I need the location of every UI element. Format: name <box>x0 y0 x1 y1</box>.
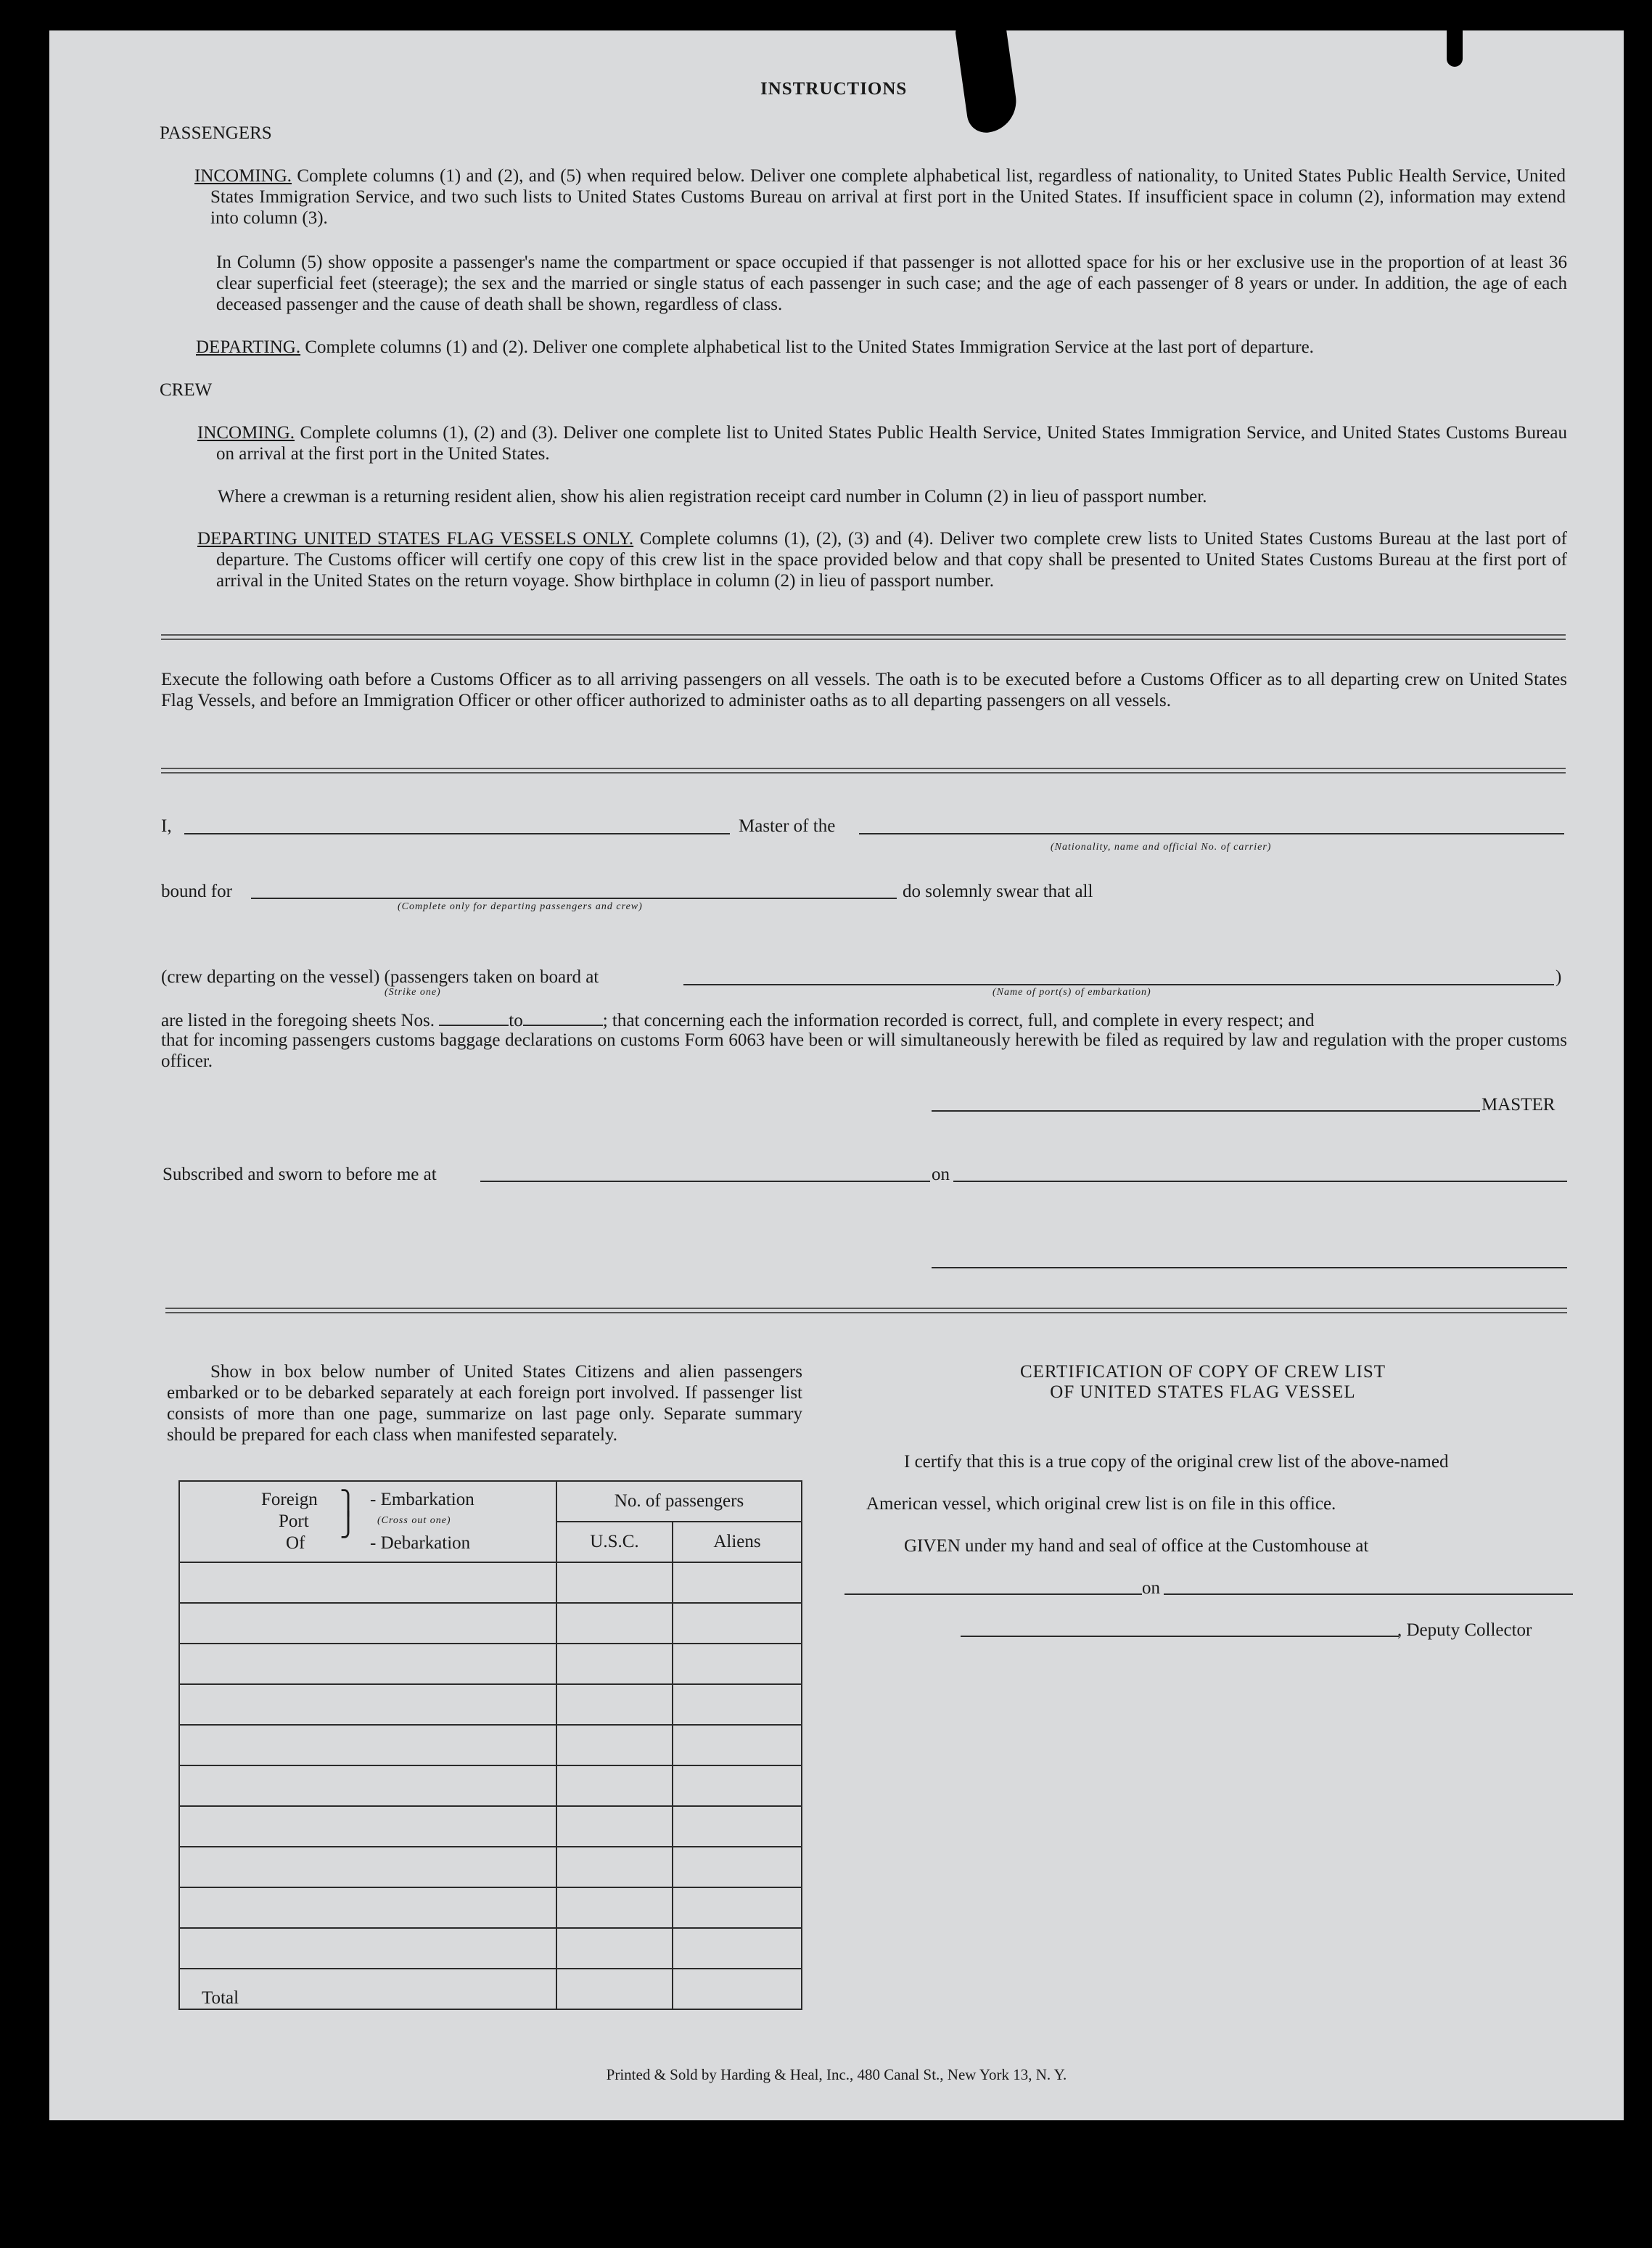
usc-cell[interactable] <box>556 1562 673 1603</box>
certification-title-1: CERTIFICATION OF COPY OF CREW LIST <box>1019 1362 1386 1382</box>
divider-1 <box>161 634 1566 640</box>
summary-instructions: Show in box below number of United States Citizens and alien passengers embarked or to be debarked separately at each foreign port involved. If passenger list consists of more than one page, summarize on last page only. Separate summary should be prepared for each class when manifested separately. <box>167 1362 802 1445</box>
sworn-place-field[interactable] <box>480 1181 930 1182</box>
carrier-field[interactable] <box>859 833 1564 834</box>
aliens-cell[interactable] <box>673 1562 802 1603</box>
master-signature-label: MASTER <box>1482 1095 1556 1115</box>
crew-departing-label: DEPARTING UNITED STATES FLAG VESSELS ONLY. <box>197 529 634 549</box>
brace-icon: ⎫ ⎭ <box>340 1490 357 1538</box>
usc-cell[interactable] <box>556 1928 673 1969</box>
aliens-cell[interactable] <box>673 1806 802 1847</box>
customhouse-field[interactable] <box>845 1593 1142 1595</box>
table-row <box>179 1887 802 1928</box>
aliens-cell[interactable] <box>673 1644 802 1684</box>
subscribed-label: Subscribed and sworn to before me at <box>163 1165 437 1184</box>
port-cell[interactable] <box>179 1684 556 1725</box>
table-row <box>179 1725 802 1765</box>
port-cell[interactable] <box>179 1887 556 1928</box>
name-of-ports-caption: (Name of port(s) of embarkation) <box>993 987 1151 998</box>
crew-incoming-label: INCOMING. <box>197 423 295 443</box>
passengers-incoming-text: Complete columns (1) and (2), and (5) when required below. Deliver one complete alphabetical list, regardless of nationality, to United States Public Health Service, United States Immigration Service, and two such lists to United States Customs Bureau on arrival at first port in the United States. If insufficient space in column (2), information may extend into column (3). <box>210 166 1566 228</box>
table-row <box>179 1644 802 1684</box>
embarkation-label: - Embarkation <box>370 1490 474 1509</box>
crew-departing-text: Complete columns (1), (2), (3) and (4). Deliver two complete crew lists to United States Customs Bureau at the last port of departure. The Customs officer will certify one copy of this crew list in the space provided below and that copy shall be presented to United States Customs Bureau at the first port of arrival in the United States on the return voyage. Show birthplace in column (2) in lieu of passport number. <box>216 529 1568 591</box>
no-passengers-header: No. of passengers <box>556 1481 802 1522</box>
bound-for-field[interactable] <box>251 898 897 899</box>
sworn-on-label: on <box>932 1165 950 1184</box>
page-title: INSTRUCTIONS <box>760 79 908 99</box>
usc-cell[interactable] <box>556 1887 673 1928</box>
passengers-incoming-paragraph <box>194 165 1566 229</box>
certification-line-3: GIVEN under my hand and seal of office at the Customhouse at <box>904 1536 1369 1556</box>
table-row <box>179 1806 802 1847</box>
complete-only-caption: (Complete only for departing passengers and crew) <box>398 901 643 912</box>
total-label: Total <box>179 1969 556 2009</box>
usc-cell[interactable] <box>556 1603 673 1644</box>
deputy-collector-label: , Deputy Collector <box>1397 1620 1532 1640</box>
aliens-cell[interactable] <box>673 1603 802 1644</box>
port-cell[interactable] <box>179 1725 556 1765</box>
aliens-cell[interactable] <box>673 1847 802 1887</box>
bound-for-label: bound for <box>161 882 232 901</box>
crew-incoming-paragraph <box>197 422 1567 464</box>
aliens-cell[interactable] <box>673 1765 802 1806</box>
certification-date-field[interactable] <box>1164 1593 1573 1595</box>
certification-line-2: American vessel, which original crew list is on file in this office. <box>866 1494 1336 1514</box>
crew-departing-paragraph <box>197 528 1567 591</box>
aliens-header: Aliens <box>673 1522 802 1562</box>
do-solemnly-label: do solemnly swear that all <box>903 882 1093 901</box>
usc-cell[interactable] <box>556 1806 673 1847</box>
listed-prefix: are listed in the foregoing sheets Nos. <box>161 1011 435 1030</box>
page-tear <box>955 30 1020 135</box>
crew-departing-label: (crew departing on the vessel) (passengers taken on board at <box>161 967 599 987</box>
port-cell[interactable] <box>179 1847 556 1887</box>
usc-cell[interactable] <box>556 1644 673 1684</box>
port-cell[interactable] <box>179 1562 556 1603</box>
port-header-cell <box>179 1481 556 1562</box>
usc-cell[interactable] <box>556 1725 673 1765</box>
printer-footer: Printed & Sold by Harding & Heal, Inc., 480 Canal St., New York 13, N. Y. <box>606 2066 1067 2083</box>
col-port: Port <box>279 1511 309 1531</box>
port-cell[interactable] <box>179 1765 556 1806</box>
port-cell[interactable] <box>179 1603 556 1644</box>
sheets-listed-line <box>161 1009 1567 1031</box>
sheet-to-field[interactable] <box>523 1009 603 1026</box>
sworn-date-field[interactable] <box>953 1181 1567 1182</box>
column5-paragraph: In Column (5) show opposite a passenger's name the compartment or space occupied if that passenger is not allotted space for his or her exclusive use in the proportion of at least 36 clear superficial feet (steerage); the sex and the married or single status of each passenger in such case; and the age of each passenger of 8 years or under. In addition, the age of each deceased passenger and the cause of death shall be shown, regardless of class. <box>216 253 1567 314</box>
form-page <box>49 30 1624 2120</box>
passengers-incoming-label: INCOMING. <box>194 166 292 186</box>
listed-rest: ; that concerning each the information recorded is correct, full, and complete in every respect; and <box>602 1011 1315 1030</box>
debarkation-label: - Debarkation <box>370 1533 471 1553</box>
passengers-heading: PASSENGERS <box>160 123 272 143</box>
crew-incoming-text: Complete columns (1), (2) and (3). Deliver one complete list to United States Public Health Service, United States Immigration Service, and United States Customs Bureau on arrival at the first port in the United States. <box>216 423 1567 464</box>
master-signature-field[interactable] <box>932 1110 1480 1112</box>
port-cell[interactable] <box>179 1928 556 1969</box>
usc-header: U.S.C. <box>556 1522 673 1562</box>
divider-2 <box>161 768 1566 774</box>
table-row <box>179 1684 802 1725</box>
certification-title-2: OF UNITED STATES FLAG VESSEL <box>1050 1382 1356 1402</box>
to-word: to <box>509 1011 523 1030</box>
crew-heading: CREW <box>160 380 213 400</box>
usc-cell[interactable] <box>556 1847 673 1887</box>
page-tear-small <box>1447 30 1463 67</box>
table-row <box>179 1562 802 1603</box>
col-of: Of <box>286 1533 305 1553</box>
embarkation-ports-field[interactable] <box>683 984 1554 985</box>
passengers-departing-paragraph <box>196 337 1567 358</box>
deputy-signature-field[interactable] <box>961 1636 1399 1637</box>
aliens-cell[interactable] <box>673 1928 802 1969</box>
master-of-the-label: Master of the <box>739 816 836 836</box>
table-row <box>179 1928 802 1969</box>
usc-cell[interactable] <box>556 1765 673 1806</box>
passengers-departing-label: DEPARTING. <box>196 337 301 357</box>
strike-one-caption: (Strike one) <box>385 987 441 998</box>
aliens-cell[interactable] <box>673 1684 802 1725</box>
passengers-departing-text: Complete columns (1) and (2). Deliver one complete alphabetical list to the United States Immigration Service at the last port of departure. <box>305 337 1314 357</box>
listed-continued: that for incoming passengers customs baggage declarations on customs Form 6063 have been or will simultaneously herewith be filed as required by law and regulation with the proper customs officer. <box>161 1030 1567 1071</box>
table-row <box>179 1765 802 1806</box>
port-cell[interactable] <box>179 1806 556 1847</box>
port-cell[interactable] <box>179 1644 556 1684</box>
oath-i-label: I, <box>161 816 172 836</box>
certification-on-label: on <box>1142 1578 1160 1598</box>
officer-signature-field[interactable] <box>932 1267 1567 1268</box>
cross-out-caption: (Cross out one) <box>377 1515 451 1526</box>
col-foreign: Foreign <box>261 1490 318 1509</box>
total-aliens-cell[interactable] <box>673 1969 802 2009</box>
aliens-cell[interactable] <box>673 1725 802 1765</box>
master-name-field[interactable] <box>184 833 730 834</box>
nationality-caption: (Nationality, name and official No. of carrier) <box>1051 842 1272 853</box>
certification-line-1: I certify that this is a true copy of the original crew list of the above-named <box>904 1452 1449 1472</box>
close-paren: ) <box>1556 967 1562 987</box>
sheet-from-field[interactable] <box>439 1009 509 1026</box>
oath-intro: Execute the following oath before a Customs Officer as to all arriving passengers on all vessels. The oath is to be executed before a Customs Officer as to all departing crew on United States Flag Vessels, and before an Immigration Officer or other officer authorized to administer oaths as to all departing passengers on all vessels. <box>161 670 1567 710</box>
total-usc-cell[interactable] <box>556 1969 673 2009</box>
aliens-cell[interactable] <box>673 1887 802 1928</box>
divider-3 <box>165 1308 1567 1313</box>
crew-alien-paragraph: Where a crewman is a returning resident alien, show his alien registration receipt card number in Column (2) in lieu of passport number. <box>218 487 1207 506</box>
passenger-summary-table <box>178 1480 802 2010</box>
table-row <box>179 1847 802 1887</box>
usc-cell[interactable] <box>556 1684 673 1725</box>
total-row <box>179 1969 802 2009</box>
table-row <box>179 1603 802 1644</box>
